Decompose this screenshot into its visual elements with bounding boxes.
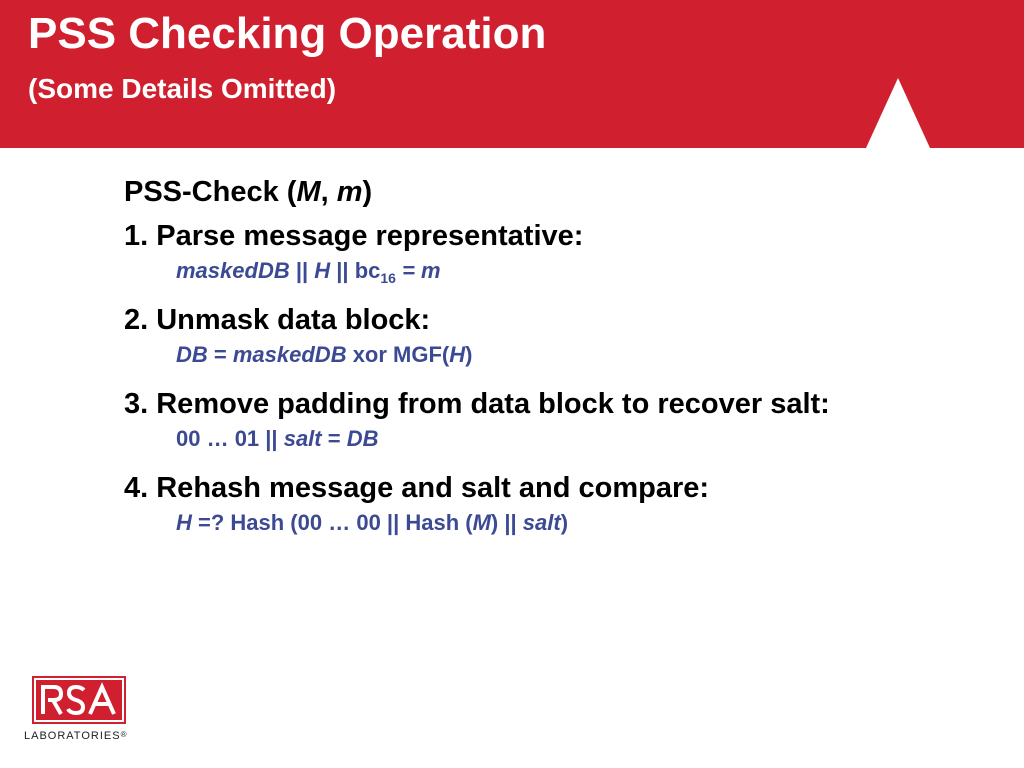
rsa-logo-tagline: LABORATORIES® (24, 730, 128, 742)
step-4-label: 4. Rehash message and salt and compare: (124, 472, 710, 504)
slide-subtitle: (Some Details Omitted) (28, 73, 337, 104)
step-3-formula: 00 … 01 || salt = DB (176, 426, 379, 451)
step-3-label: 3. Remove padding from data block to recover salt: (124, 388, 830, 420)
step-1-formula: maskedDB || H || $bc_{16} = m$ (176, 258, 441, 286)
step-2-label: 2. Unmask data block: (124, 304, 431, 336)
function-heading: PSS-Check (M, m) (124, 176, 373, 208)
rsa-logo (24, 676, 144, 746)
rsa-logo-mark (32, 676, 126, 724)
slide-content (124, 172, 1004, 538)
step-1-label: 1. Parse message representative: (124, 220, 584, 252)
step-2-formula: DB = maskedDB xor MGF(H) (176, 342, 473, 367)
slide-title: PSS Checking Operation (28, 9, 547, 58)
step-4-formula: H =? Hash (00 … 00 || Hash (M) || salt) (176, 510, 569, 535)
rsa-logo-icon (32, 676, 126, 724)
triangle-icon (866, 78, 930, 148)
header-banner (0, 0, 1024, 148)
